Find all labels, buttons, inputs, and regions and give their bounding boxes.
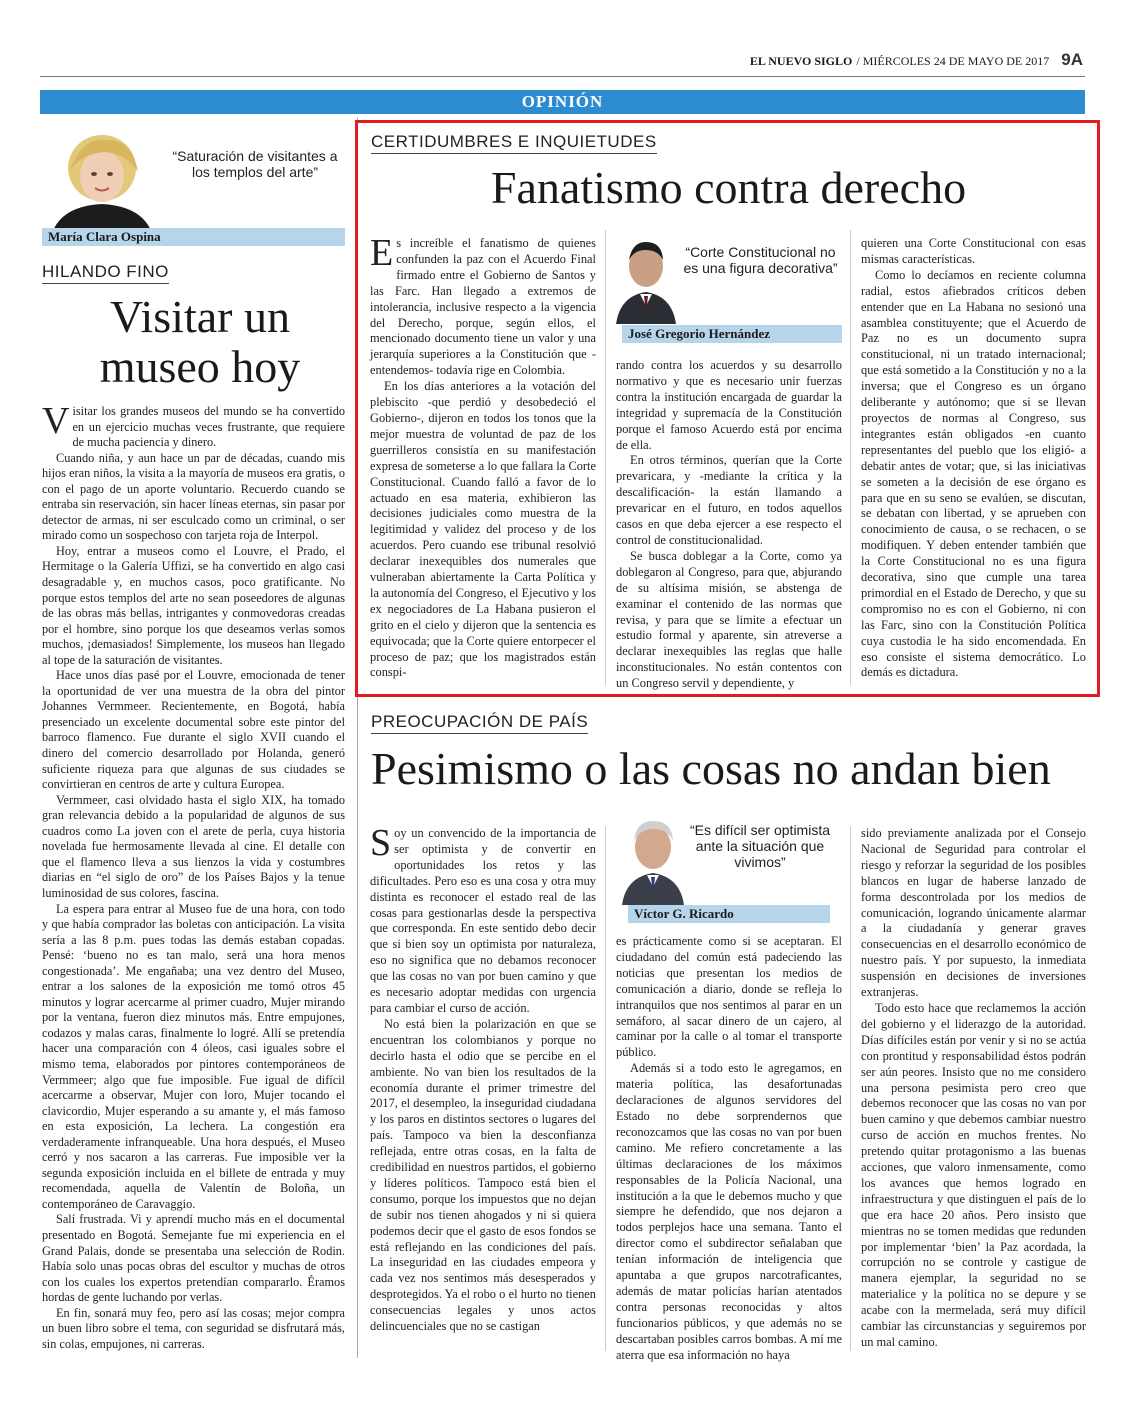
column-body (42, 400, 345, 1352)
masthead (750, 50, 1083, 70)
paragraph: Todo esto hace que reclamemos la acción del gobierno y el liderazgo de la autoridad. Días difíciles están por venir y si no se actúa con prontitud y responsabilidad éstos podrán ser aún peores. Insisto que no me considero una persona pesimista pero creo que debemos reconocer que las cosas no van por buen camino y que debemos cambiar nuestro curso de acción en muchos frentes. No pretendo quitar protagonismo a las buenas acciones, que valoro inmensamente, como los avances que hemos logrado en infraestructura y que distinguen el país de lo que era hace 20 años. Pero insisto que mientras no se tomen medidas que redunden por implementar ‘bien’ la Paz acordada, la corrupción no se controle y castigue de manera ejemplar, la seguridad no se materialice y la política no se depure y se acabe con la mermelada, será muy difícil cambiar las circunstancias y seguiremos por un mal camino. (861, 1000, 1086, 1349)
paragraph: Hace unos días pasé por el Louvre, emocionada de tener la oportunidad de ver una muestra de la obra del pintor Johannes Vermmeer. Recientemente, en Bogotá, había presenciado un excelente documental sobre este pintor del barroco flamenco. Fue durante el siglo XVII cuando el dinero del comercio desarrollado por Holanda, generó suficiente riqueza para que algunas de sus ciudades se convirtieran en centros de arte y cultura Europea. (42, 668, 345, 792)
section-bar: OPINIÓN (40, 90, 1085, 114)
column-divider (605, 826, 606, 1351)
paragraph: Soy un convencido de la importancia de ser optimista y de convertir en oportunidades los retos y las dificultades. Pero eso es una cosa y otra muy distinta es reconocer el estado real de las cosas para gestionarlas desde la perspectiva que corresponda. En este sentido debo decir que si bien soy un optimista por naturaleza, eso no significa que no debamos reconocer que las cosas no van por buen camino y que es necesario adoptar medidas con urgencia para cambiar el curso de acción. (370, 822, 596, 1015)
article-body-col1 (370, 232, 596, 681)
author-photo-jose-gregorio-hernandez (616, 236, 676, 324)
author-name: Víctor G. Ricardo (628, 905, 830, 923)
drop-cap: V (42, 400, 70, 442)
article-headline: Pesimismo o las cosas no andan bien (371, 743, 1051, 794)
paragraph: La espera para entrar al Museo fue de una hora, con todo y que había comprador las boletas con anticipación. La visita sería a las 8 p.m. pues todas las demás estaban copadas. Pensé: ‘bueno no es tan malo, será una hora menos congestionada’. Me engañaba; una vez dentro del Museo, entrar a los salones de la exposición me tomó otros 45 minutos y lograr acercarme al primer cuadro, Mujer mirando por la ventana, fueron diez minutos más. Entre empujones, codazos y malas caras, finalmente lo logré. Allí se pretendía hacer una comparación con 4 óleos, casi iguales sobre el mismo tema, elaborados por pintores contemporáneos de Vermmeer; algo que fue imposible. Fue igual de difícil acercarme a observar, Mujer con loro, Mujer tocando el clavicordio, Mujer esperando a su amante y, el más famoso en esta exposición, La lechera. La congestión era verdaderamente infranqueable. Una hora después, el Museo cerró y nos sacaron a las carreras. Fue imposible ver la segunda exposición incluida en el billete de entrada y muy recomendada, aquella de Valentín de Boloña, un contemporáneo de Caravaggio. (42, 901, 345, 1211)
article-headline: Fanatismo contra derecho (490, 162, 967, 213)
paragraph: Hoy, entrar a museos como el Louvre, el Prado, el Hermitage o la Galería Uffizi, se ha convertido en algo casi desagradable y, en muchos casos, poco gratificante. No porque estos templos del arte no sean poseedores de algunas de las obras más bellas, intrigantes y conmovedoras creadas por el hombre, sino porque los que deseamos verlas somos muchos, ¡demasiados! Simplemente, los museos han llegado al tope de la saturación de visitantes. (42, 543, 345, 667)
article-body-col3 (861, 826, 1086, 1351)
paragraph: En otros términos, querían que la Corte prevaricara, y -mediante la crítica y la descalificación- la están llamando a prevaricar en el futuro, en todos aquellos casos en que deba ejercer a ese respecto el control de constitucionalidad. (616, 453, 842, 547)
paragraph: es prácticamente como si se aceptaran. El ciudadano del común está padeciendo las noticias que presentan los medios de comunicación a diario, donde se refleja lo intranquilos que nos sentimos al parar en un semáforo, al sacar dinero de un cajero, al caminar por la calle o al tomar el transporte público. (616, 934, 842, 1060)
paragraph: Vermmeer, casi olvidado hasta el siglo XIX, ha tomado gran relevancia debido a la popularidad de algunos de sus cuadros como La joven con el arete de perla, cuya historia novelada fue hermosamente llevada al cine. El detalle con que el flamenco lleva a sus lienzos la vida y costumbres diarias en “el siglo de oro” de los Países Bajos y la tenue luminosidad de sus colores, fascina. (42, 792, 345, 900)
pull-quote: “Saturación de visitantes a los templos del arte” (172, 148, 338, 180)
paragraph: Se busca doblegar a la Corte, como ya doblegaron al Congreso, para que, abjurando de su altísima misión, se abstenga de examinar el contenido de las normas que revisa, y para que se limite a efectuar un estudio formal y aparente, sin atreverse a declarar inexequibles las reglas que halle inconstitucionales. No están contentos con un Congreso servil y dependiente, y (616, 548, 842, 691)
article-kicker (371, 132, 657, 154)
pull-quote: “Corte Constitucional no es una figura decorativa” (683, 244, 838, 276)
paragraph: No está bien la polarización en que se encuentran los colombianos y porque no decirlo hasta el odio que se percibe en el ambiente. No van bien los resultados de la economía durante el primer trimestre del 2017, el desempleo, la inseguridad ciudadana y los paros en distintos sectores o lugares del país. Tampoco va bien la desconfianza reflejada, entre otras cosas, en la falta de credibilidad en nuestros partidos, el gobierno y líderes políticos. Tampoco está bien el consumo, porque los impuestos que no dejan de subir nos tienen ahogados y ni si quiera podemos decir que el gasto de esos fondos se está reflejando en las condiciones del país. La inseguridad en las ciudades empeora y cada vez nos sentimos más desesperados y desprotegidos. Ya el robo o el hurto no tienen consecuencias legales y unos actos delincuenciales que no se castigan (370, 1016, 596, 1334)
paragraph: sido previamente analizada por el Consejo Nacional de Seguridad para controlar el riesgo y reforzar la seguridad de los posibles blancos en lugar de haberse lanzado de forma descontrolada por los medios de comunicación, logrando únicamente alarmar a la ciudadanía y generar graves consecuencias en el desarrollo económico de nuestro país. Y por supuesto, la inmediata suspensión en decisiones de inversiones extranjeras. (861, 826, 1086, 1000)
column-headline: Visitar un museo hoy (99, 291, 301, 392)
paragraph: Además si a todo esto le agregamos, en materia política, las desafortunadas declaraciones de algunos servidores del Estado no debe sorprendernos que reconozcamos que las cosas no van por buen camino. Me refiero concretamente a las últimas declaraciones de los máximos responsables de la Policía Nacional, una institución a la que le debemos mucho y que siempre he defendido, que nos dejaron a todos perplejos hace una semana. Tanto el director como el subdirector señalaban que tenían información de inteligencia que apuntaba a que grupos narcotraficantes, además de matar policías harían atentados contra personas reconocidas y altos funcionarios públicos, y que además no se descartaban posibles carros bombas. A mí me aterra que esa información no haya (616, 1061, 842, 1362)
paragraph: En fin, sonará muy feo, pero así las cosas; mejor compra un buen libro sobre el tema, con seguridad se disfrutará más, sin colas, empujones, ni carreras. (42, 1305, 345, 1351)
kicker-label: PREOCUPACIÓN DE PAÍS (371, 712, 588, 734)
paragraph: En los días anteriores a la votación del plebiscito -que perdió y desobedeció el Gobierno-, dijeron en todos los tonos que la mejor muestra de voluntad de paz de los guerrilleros consistía en su manifestación expresa de someterse a lo que fallara la Corte Constitucional. Cuando falló a favor de lo actuado en esa materia, exhibieron las decisiones judiciales como muestra de la legitimidad y validez del proceso y de los acuerdos. Pero cuando ese tribunal resolvió declarar inexequibles dos numerales que vulneraban abiertamente la Carta Política y la autonomía del Congreso, el Ejecutivo y los ex negociadores de La Habana pusieron el grito en el cielo y dijeron que la sentencia es equivocada; que la Corte quiere entorpecer el proceso de paz; que los magistrados están conspi- (370, 379, 596, 680)
column-kicker (42, 262, 169, 284)
paragraph: quieren una Corte Constitucional con esas mismas características. (861, 236, 1086, 266)
drop-cap: E (370, 232, 394, 274)
pull-quote: “Es difícil ser optimista ante la situación que vivimos” (689, 822, 831, 870)
issue-date: / MIÉRCOLES 24 DE MAYO DE 2017 (856, 54, 1050, 68)
article-body-col3 (861, 236, 1086, 681)
author-photo-victor-g-ricardo (622, 815, 684, 905)
author-photo-maria-clara-ospina (42, 128, 157, 233)
article-kicker (371, 712, 588, 734)
author-name: María Clara Ospina (42, 228, 345, 246)
paragraph: Cuando niña, y aun hace un par de décadas, cuando mis hijos eran niños, la visita a la mayoría de museos era gratis, o con el pago de un aporte voluntario. Recuerdo cuando se entraba sin reservación, sin hacer líneas eternas, sin pasar por detector de armas, ni ser esculcado como un criminal, o ser mirado como un sospechoso con tarjeta roja de Interpol. (42, 450, 345, 543)
paragraph: Visitar los grandes museos del mundo se ha convertido en un ejercicio muchas veces frustrante, que requiere de mucha paciencia y dinero. (42, 400, 345, 450)
kicker-label: HILANDO FINO (42, 262, 169, 284)
article-body-col1 (370, 822, 596, 1335)
paragraph: rando contra los acuerdos y su desarrollo normativo y que es necesario unir fuerzas contra la institución encargada de guardar la integridad y supremacía de la Constitución porque el famoso Acuerdo está por encima de ella. (616, 358, 842, 452)
paper-name: EL NUEVO SIGLO (749, 54, 853, 68)
paragraph: Es increíble el fanatismo de quienes confunden la paz con el Acuerdo Final firmado entre el Gobierno de Santos y las Farc. Han llegado a extremos de intolerancia, inclusive respecto a la vigencia del Derecho, porque, según ellos, el mencionado documento tiene un valor y una jerarquía superiores a la Constitución que -entendemos- todavía rige en Colombia. (370, 232, 596, 378)
paragraph: Salí frustrada. Vi y aprendí mucho más en el documental presentado en Bogotá. Semejante fue mi experiencia en el Grand Palais, donde se presentaba una selección de Rodin. Había solo unas pocas obras del escultor y muchas de otros con los cuales los expertos pretendían compararlo. Éramos hordas de gente luchando por verlas. (42, 1212, 345, 1305)
kicker-label: CERTIDUMBRES E INQUIETUDES (371, 132, 657, 154)
paragraph: Como lo decíamos en reciente columna radial, estos afiebrados críticos deben entender que en La Habana no sesionó una asamblea constituyente; que el Acuerdo de Paz no es un documento supra constitucional, ni un tratado internacional; que está sometido a la Constitución y no a la inversa; que el Congreso es un órgano deliberante y autónomo; que si se llevan proyectos de normas al Congreso, sus integrantes están obligados -en cuanto representantes del pueblo que los eligió- a debatir antes de votar; que, si las iniciativas se someten a la decisión de ese órgano es para que en su seno se evalúen, se discutan, se debatan con libertad, y se aprueben con conocimiento de causa, o se rechacen, o se modifiquen. Y deben entender también que la Corte Constitucional no es una figura decorativa, sino que cumple una tarea primordial en el Estado de Derecho, y que su compromiso no es con el Gobierno, ni con las Farc, sino con la Constitución Política cuya custodia le ha sido encomendada. En eso consiste el sistema democrático. Lo demás es dictadura. (861, 267, 1086, 680)
drop-cap: S (370, 822, 392, 864)
masthead-divider (40, 76, 1085, 77)
article-body-col2 (616, 934, 842, 1363)
column-divider (850, 826, 851, 1351)
article-body-col2 (616, 358, 842, 692)
page-number: 9A (1061, 50, 1083, 69)
author-name: José Gregorio Hernández (622, 325, 842, 343)
